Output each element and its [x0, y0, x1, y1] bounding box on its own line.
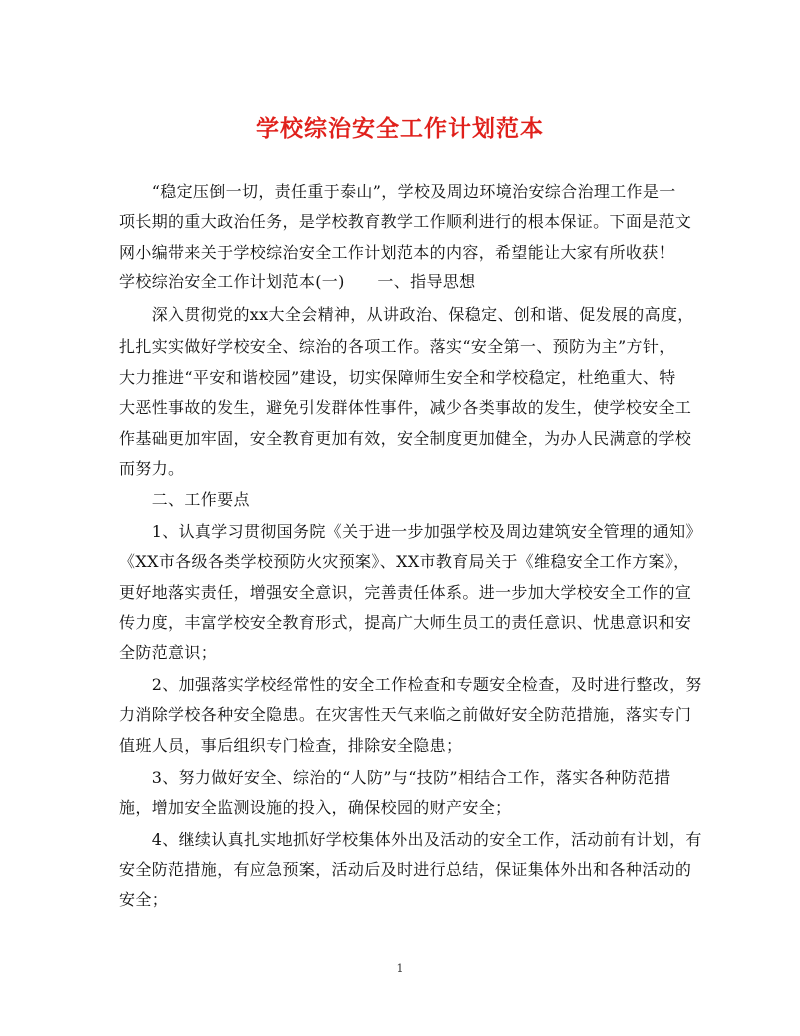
text-line: 1、认真学习贯彻国务院《关于进一步加强学校及周边建筑安全管理的通知》	[119, 522, 702, 541]
text-line: 学校综治安全工作计划范本(一) 一、指导思想	[119, 272, 476, 291]
text-line: 全防范意识；	[119, 643, 218, 662]
text-line: 传力度，丰富学校安全教育形式，提高广大师生员工的责任意识、忧患意识和安	[119, 613, 692, 632]
text-line: 4、继续认真扎实地抓好学校集体外出及活动的安全工作，活动前有计划，有	[119, 830, 702, 849]
text-line: 值班人员，事后组织专门检查，排除安全隐患；	[119, 736, 463, 755]
text-line: 作基础更加牢固，安全教育更加有效，安全制度更加健全，为办人民满意的学校	[119, 429, 692, 448]
text-line: 安全防范措施，有应急预案，活动后及时进行总结，保证集体外出和各种活动的	[119, 860, 692, 879]
text-line: 3、努力做好安全、综治的“人防”与“技防”相结合工作，落实各种防范措	[119, 768, 671, 787]
text-line: 大恶性事故的发生，避免引发群体性事件，减少各类事故的发生，使学校安全工	[119, 398, 692, 417]
text-line: 2、加强落实学校经常性的安全工作检查和专题安全检查，及时进行整改，努	[119, 675, 702, 694]
text-line: 扎扎实实做好学校安全、综治的各项工作。落实“安全第一、预防为主”方针，	[119, 337, 676, 356]
text-line: 深入贯彻党的xx大全会精神，从讲政治、保稳定、创和谐、促发展的高度，	[119, 305, 694, 324]
text-line: 项长期的重大政治任务，是学校教育教学工作顺利进行的根本保证。下面是范文	[119, 212, 692, 231]
text-line: 力消除学校各种安全隐患。在灾害性天气来临之前做好安全防范措施，落实专门	[119, 705, 692, 724]
text-line: “稳定压倒一切，责任重于泰山”，学校及周边环境治安综合治理工作是一	[119, 182, 676, 201]
text-line: 二、工作要点	[119, 490, 250, 509]
text-line: 安全；	[119, 890, 169, 909]
text-line: 施，增加安全监测设施的投入，确保校园的财产安全；	[119, 798, 512, 817]
page-number: 1	[396, 962, 404, 975]
text-line: 大力推进“平安和谐校园”建设，切实保障师生安全和学校稳定，杜绝重大、特	[119, 368, 676, 387]
text-line: 网小编带来关于学校综治安全工作计划范本的内容，希望能让大家有所收获！	[119, 243, 675, 262]
document-title: 学校综治安全工作计划范本	[256, 115, 544, 142]
text-line: 而努力。	[119, 459, 185, 478]
text-line: 更好地落实责任，增强安全意识，完善责任体系。进一步加大学校安全工作的宣	[119, 583, 692, 602]
text-line: 《XX市各级各类学校预防火灾预案》、XX市教育局关于《维稳安全工作方案》，	[119, 552, 690, 571]
